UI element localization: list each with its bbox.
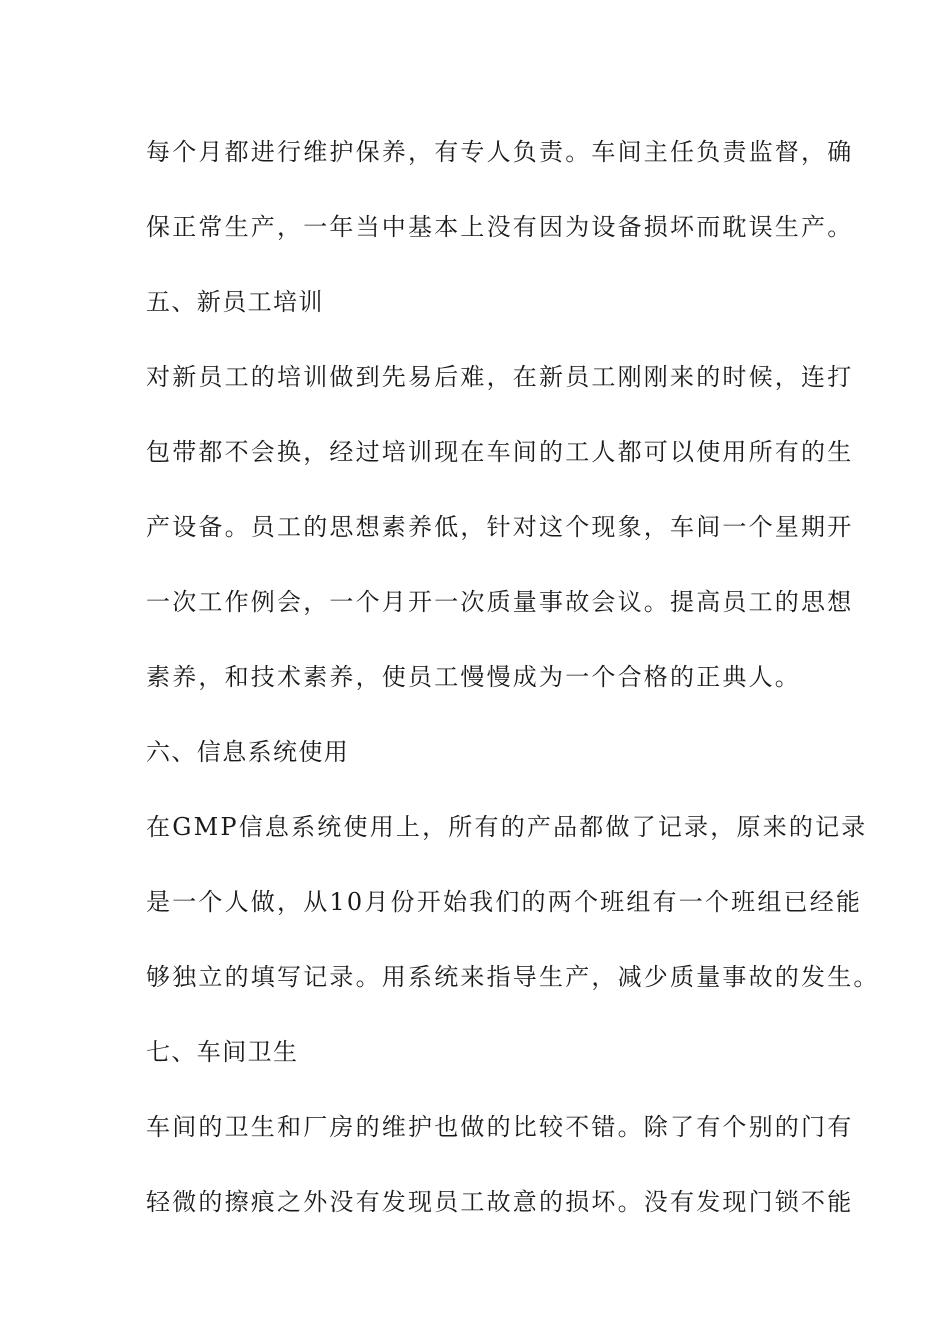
section-heading-workshop-hygiene: 七、车间卫生	[146, 1038, 299, 1066]
paragraph-line: 包带都不会换，经过培训现在车间的工人都可以使用所有的生	[146, 438, 854, 466]
paragraph-line: 轻微的擦痕之外没有发现员工故意的损坏。没有发现门锁不能	[146, 1188, 854, 1216]
paragraph-line: 对新员工的培训做到先易后难，在新员工刚刚来的时候，连打	[146, 363, 854, 391]
paragraph-line: 每个月都进行维护保养，有专人负责。车间主任负责监督，确	[146, 138, 854, 166]
paragraph-line: 车间的卫生和厂房的维护也做的比较不错。除了有个别的门有	[146, 1113, 854, 1141]
paragraph-line: 保正常生产，一年当中基本上没有因为设备损坏而耽误生产。	[146, 213, 854, 241]
section-heading-information-system: 六、信息系统使用	[146, 738, 350, 766]
paragraph-line: 够独立的填写记录。用系统来指导生产，减少质量事故的发生。	[146, 963, 880, 991]
paragraph-line: 素养，和技术素养，使员工慢慢成为一个合格的正典人。	[146, 663, 801, 691]
section-heading-new-employee-training: 五、新员工培训	[146, 288, 324, 316]
paragraph-line: 是一个人做，从10月份开始我们的两个班组有一个班组已经能	[146, 888, 863, 916]
paragraph-line: 产设备。员工的思想素养低，针对这个现象，车间一个星期开	[146, 513, 854, 541]
paragraph-line: 一次工作例会，一个月开一次质量事故会议。提高员工的思想	[146, 588, 854, 616]
paragraph-line: 在GMP信息系统使用上，所有的产品都做了记录，原来的记录	[146, 813, 868, 841]
